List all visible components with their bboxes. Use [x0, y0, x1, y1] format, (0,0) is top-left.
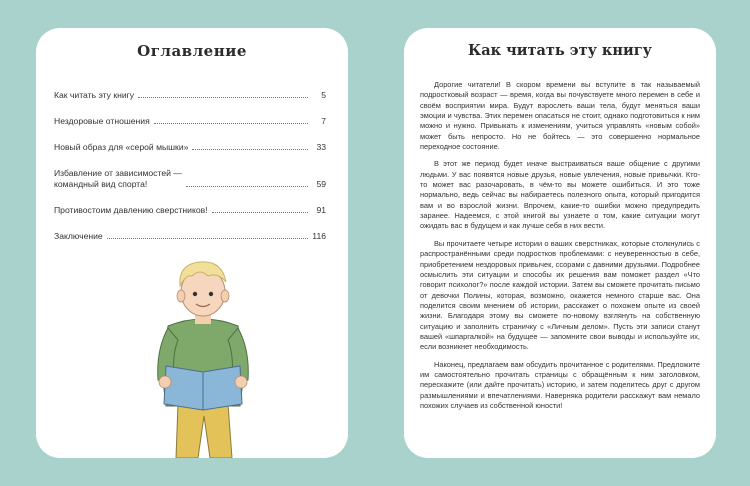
- toc-item-page: 116: [312, 231, 326, 241]
- toc-dot-leader: [186, 186, 308, 187]
- right-hand: [235, 376, 247, 388]
- toc-item-page: 59: [316, 179, 326, 189]
- toc-item-page: 91: [316, 205, 326, 215]
- toc-item-title: Противостоим давлению сверстников!: [54, 205, 208, 215]
- toc-dot-leader: [138, 97, 308, 98]
- toc-item[interactable]: [54, 205, 326, 216]
- toc-item[interactable]: [54, 231, 326, 242]
- toc-dot-leader: [107, 238, 308, 239]
- toc-item-page: 5: [321, 90, 326, 100]
- toc-dot-leader: [212, 212, 308, 213]
- paragraph: Вы прочитаете четыре истории о ваших сверстниках, которые столкнулись с распространёнными среди подростков проблемами: с неуверенностью в себе, приобретением нездоровых привычек, ссорами с давними друзьями. Подробнее осмыслить эти ситуации и способы их решения вам поможет раздел «Что говорит психолог?» после каждой истории. Затем вы сможете прочитать письмо от девочки Полины, которая, возможно, окажется немного старше вас. Она поделится своим мнением об истории, расскажет о похожем опыте из своей жизни. Благодаря этому вы сможете по-новому взглянуть на собственную ситуацию и заполнить страничку с «Личным делом». Пусть эти записи станут вашей «шпаргалкой» на будущее — запомните свои выводы и используйте их, если возникнет необходимость.: [420, 238, 700, 352]
- boy-reading-illustration: [148, 254, 258, 458]
- left-page: [36, 28, 348, 458]
- paragraph: Дорогие читатели! В скором времени вы вступите в так называемый подростковый возраст — время, когда вы почувствуете много перемен в себе и своём восприятии мира. Будут взрослеть ваши тела, будут меняться ваши эмоции и чувства. Этих перемен опасаться не стоит, однако подготовиться к ним можно и нужно. Привыкать к изменениям, учиться управлять «новым собой» может быть непросто. Но не бойтесь — это совершенно нормальное переходное состояние.: [420, 80, 700, 152]
- paragraph: Наконец, предлагаем вам обсудить прочитанное с родителями. Предложите им самостоятельно прочитать страницы с обращённым к ним заголовком, перескажите (или дайте прочитать) историю, и затем поделитесь друг с другом размышлениями и впечатлениями. Наверняка родители расскажут вам немало похожих случаев из собственной юности!: [420, 359, 700, 410]
- toc-item[interactable]: [54, 90, 326, 101]
- toc-item-page: 33: [316, 142, 326, 152]
- toc-item[interactable]: [54, 168, 326, 190]
- toc-dot-leader: [154, 123, 308, 124]
- paragraph: В этот же период будет иначе выстраиваться ваше общение с другими людьми. У вас появятся новые друзья, новые увлечения, новые привычки. Кто-то может вас разочаровать, в чём-то вы можете ошибиться. И это тоже нормально, ведь сейчас вы набираетесь полезного опыта, который пригодится вам и во взрослой жизни. Впрочем, какие-то ошибки можно предупредить заранее. Надеемся, с этой книгой вы узнаете о том, какие ситуации могут ожидать вас в будущем и как лучше себя в них вести.: [420, 159, 700, 231]
- toc-item-title: Избавление от зависимостей — командный вид спорта!: [54, 168, 182, 189]
- pants: [176, 404, 232, 458]
- toc-item-page: 7: [321, 116, 326, 126]
- toc-item-title: Как читать эту книгу: [54, 90, 135, 100]
- right-page: [404, 28, 716, 458]
- article-body: [420, 80, 700, 418]
- toc-item[interactable]: [54, 142, 326, 153]
- article-title: Как читать эту книгу: [468, 42, 652, 59]
- toc-title: Оглавление: [137, 42, 247, 60]
- left-hand: [159, 376, 171, 388]
- toc-item-title: Новый образ для «серой мышки»: [54, 142, 189, 152]
- toc-item-title: Заключение: [54, 231, 103, 241]
- table-of-contents: [54, 90, 326, 257]
- toc-item-title: Нездоровые отношения: [54, 116, 150, 126]
- toc-dot-leader: [192, 149, 308, 150]
- toc-item[interactable]: [54, 116, 326, 127]
